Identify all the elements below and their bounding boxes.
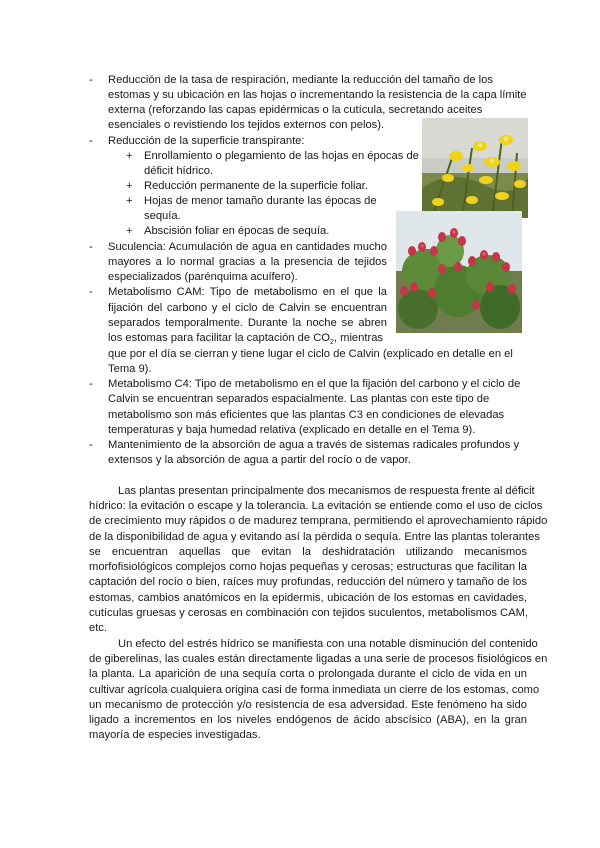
paragraph-2-line-4: cultivar agrícola cualquiera origina casi de forma inmediata un cierre de los estomas, como bbox=[89, 684, 540, 696]
bullet-1-line-3: externa (reforzando las capas epidérmicas o la cutícula, secretando aceites bbox=[108, 104, 483, 116]
bullet-5-line-2: Calvin se encuentran separados espacialmente. Las plantas con este tipo de bbox=[108, 393, 490, 405]
bullet-6-line-1: Mantenimiento de la absorción de agua a través de sistemas radicales profundos y bbox=[108, 439, 520, 451]
paragraph-2-line-3: la planta. La aparición de una sequía corta o prolongada durante el ciclo de vida en un bbox=[89, 668, 527, 680]
bullet-4-line-1: Metabolismo CAM: Tipo de metabolismo en el que la bbox=[108, 286, 387, 298]
paragraph-1-line-5: se encuentran aquellas que evitan la deshidratación utilizando mecanismos bbox=[89, 546, 527, 558]
bullet-1-line-1: Reducción de la tasa de respiración, mediante la reducción del tamaño de los bbox=[108, 74, 493, 86]
bullet-1-line-2: estomas y su ubicación en las hojas o incrementando la resistencia de la capa límite bbox=[108, 89, 527, 101]
bullet-4-line-4-text: los estomas para facilitar la captación de CO bbox=[108, 332, 330, 344]
bullet-dash: - bbox=[89, 286, 93, 298]
bullet-2-text: Reducción de la superficie transpirante: bbox=[108, 135, 305, 147]
bullet-4-line-3: separados temporalmente. Durante la noche se abren bbox=[108, 317, 387, 329]
bullet-3-line-2: mayores a lo normal gracias a la presencia de tejidos bbox=[108, 256, 387, 268]
sub-bullet-4-line-1: Abscisión foliar en épocas de sequía. bbox=[144, 225, 330, 237]
bullet-4-line-4-tail: , mientras bbox=[333, 332, 384, 344]
bullet-4-line-5: que por el día se cierran y tiene lugar el ciclo de Calvin (explicado en detalle en el bbox=[108, 348, 513, 360]
bullet-5-line-4: temperaturas y baja humedad relativa (explicado en detalle en el Tema 9). bbox=[108, 424, 476, 436]
sub-bullet-plus: + bbox=[126, 225, 133, 237]
paragraph-1-line-1: Las plantas presentan principalmente dos mecanismos de respuesta frente al déficit bbox=[118, 485, 535, 497]
paragraph-1-line-6: morfofisiológicos complejos como hojas pequeñas y cerosas; estructuras que facilitan la bbox=[89, 561, 527, 573]
cactus-image bbox=[396, 211, 522, 333]
bullet-5-line-3: metabolismo son más eficientes que las plantas C3 en condiciones de elevadas bbox=[108, 409, 505, 421]
bullet-dash: - bbox=[89, 439, 93, 451]
broom-flowers-image bbox=[422, 118, 528, 218]
bullet-dash: - bbox=[89, 135, 93, 147]
paragraph-1-line-10: etc. bbox=[89, 622, 108, 634]
broom-flowers-photo bbox=[422, 118, 528, 218]
bullet-dash: - bbox=[89, 241, 93, 253]
cactus-photo bbox=[396, 211, 522, 333]
paragraph-1-line-7: captación del rocío o bien, raíces muy profundas, reducción del número y tamaño de los bbox=[89, 576, 527, 588]
bullet-dash: - bbox=[89, 378, 93, 390]
sub-bullet-plus: + bbox=[126, 150, 133, 162]
paragraph-2-line-7: mayoría de especies investigadas. bbox=[89, 729, 261, 741]
paragraph-1-line-3: de crecimiento muy rápidos o de madurez temprana, permitiendo el aprovechamiento rápido bbox=[89, 515, 548, 527]
sub-bullet-plus: + bbox=[126, 180, 133, 192]
sub-bullet-3-line-2: sequía. bbox=[144, 210, 181, 222]
sub-bullet-1-line-2: déficit hídrico. bbox=[144, 165, 214, 177]
paragraph-2-line-5: un mecanismo de protección y/o resistencia de esa adversidad. Este fenómeno ha sido bbox=[89, 699, 527, 711]
co2-subscript: 2 bbox=[330, 339, 334, 347]
bullet-4-line-4 bbox=[108, 331, 383, 345]
paragraph-1-line-2: hídrico: la evitación o escape y la tolerancia. La evitación se entiende como el uso de ciclos bbox=[89, 500, 543, 512]
sub-bullet-2-line-1: Reducción permanente de la superficie foliar. bbox=[144, 180, 368, 192]
paragraph-1-line-4: de la disponibilidad de agua y evitando así la pérdida o sequía. Entre las plantas tolerantes bbox=[89, 531, 540, 543]
bullet-5-line-1: Metabolismo C4: Tipo de metabolismo en el que la fijación del carbono y el ciclo de bbox=[108, 378, 521, 390]
bullet-4-line-2: fijación del carbono y el ciclo de Calvin se encuentran bbox=[108, 302, 387, 314]
bullet-6-line-2: extensos y la absorción de agua a partir del rocío o de vapor. bbox=[108, 454, 411, 466]
bullet-3-line-1: Suculencia: Acumulación de agua en cantidades mucho bbox=[108, 241, 387, 253]
sub-bullet-plus: + bbox=[126, 195, 133, 207]
bullet-3-line-3: especializados (parénquima acuífero). bbox=[108, 271, 298, 283]
bullet-dash: - bbox=[89, 74, 93, 86]
paragraph-2-line-6: ligado a incrementos en los niveles endógenos de ácido abscísico (ABA), en la gran bbox=[89, 714, 527, 726]
bullet-1-line-4: esenciales o revistiendo los tejidos externos con pelos). bbox=[108, 119, 385, 131]
paragraph-1-line-8: estomas, cambios anatómicos en la epidermis, ubicación de los estomas en cavidades, bbox=[89, 592, 527, 604]
paragraph-2-line-1: Un efecto del estrés hídrico se manifiesta con una notable disminución del contenido bbox=[118, 638, 538, 650]
bullet-4-line-6: Tema 9). bbox=[108, 363, 152, 375]
paragraph-1-line-9: cutículas gruesas y cerosas en combinación con tejidos suculentos, metabolismos CAM, bbox=[89, 607, 529, 619]
sub-bullet-3-line-1: Hojas de menor tamaño durante las épocas de bbox=[144, 195, 377, 207]
sub-bullet-1-line-1: Enrollamiento o plegamiento de las hojas en épocas de bbox=[144, 150, 419, 162]
paragraph-2-line-2: de giberelinas, las cuales están directamente ligadas a una serie de procesos fisiológicos en bbox=[89, 653, 548, 665]
